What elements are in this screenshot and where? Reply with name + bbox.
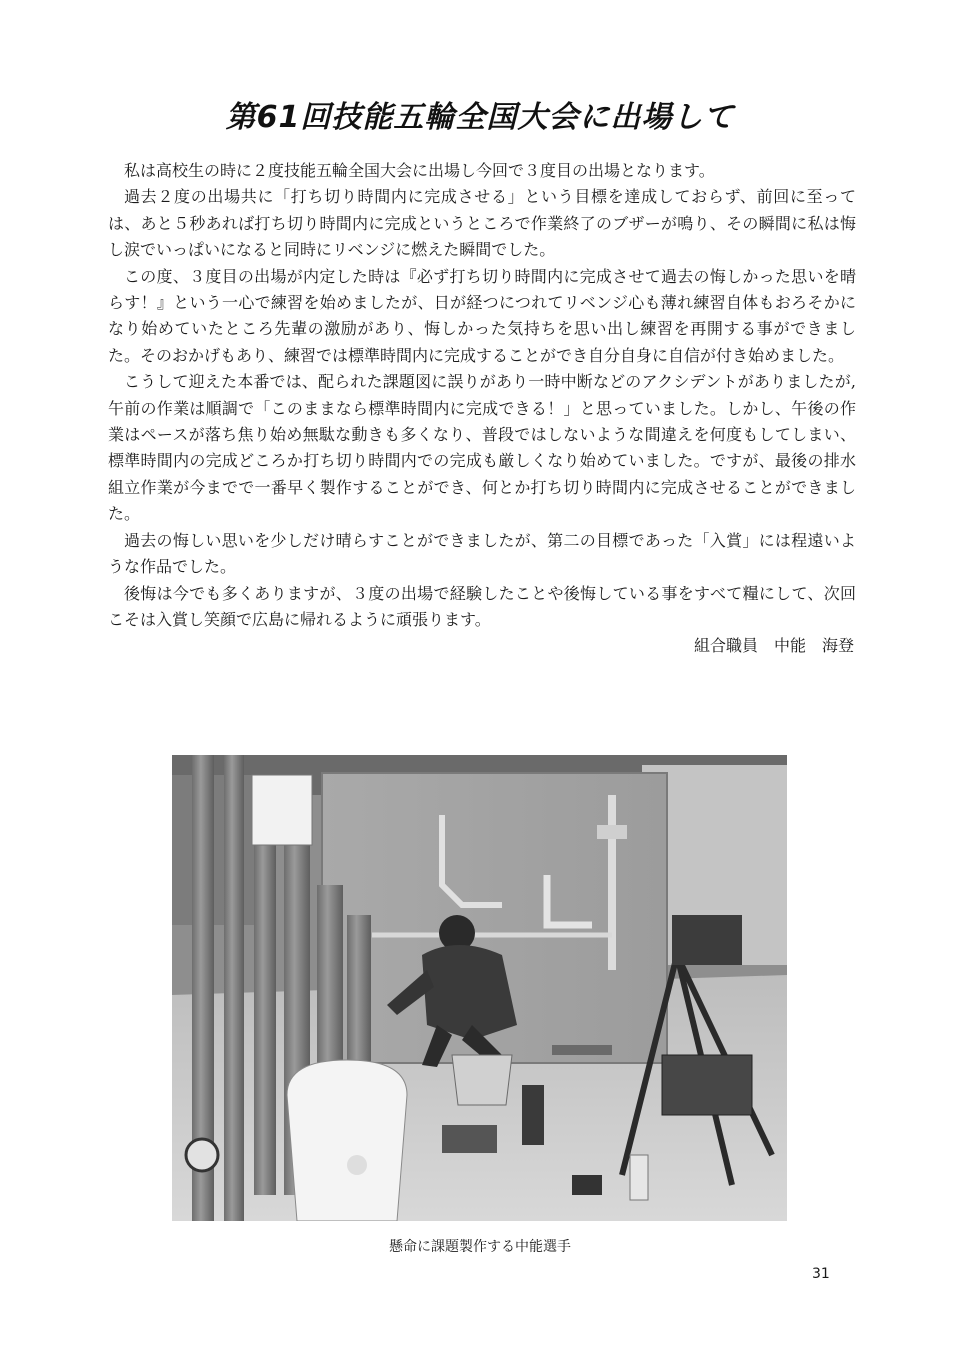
paragraph-2: 過去２度の出場共に「打ち切り時間内に完成させる」という目標を達成しておらず、前回に至っては、あと５秒あれば打ち切り時間内に完成というところで作業終了のブザーが鳴り、その瞬間に私は悔し涙でいっぱいになると同時にリベンジに燃えた瞬間でした。 — [108, 187, 856, 260]
competition-photo — [172, 755, 787, 1221]
page-number: 31 — [812, 1266, 830, 1282]
paragraph-5: 過去の悔しい思いを少しだけ晴らすことができましたが、第二の目標であった「入賞」には程遠いような作品でした。 — [108, 530, 856, 577]
paragraph-1: 私は高校生の時に２度技能五輪全国大会に出場し今回で３度目の出場となります。 — [124, 161, 715, 180]
paragraph-3: この度、３度目の出場が内定した時は『必ず打ち切り時間内に完成させて過去の悔しかった思いを晴らす！』という一心で練習を始めましたが、日が経つにつれてリベンジ心も薄れ練習自体もおろそかになり始めていたところ先輩の激励があり、悔しかった気持ちを思い出し練習を再開する事ができました。そのおかげもあり、練習では標準時間内に完成することができ自分自身に自信が付き始めました。 — [108, 266, 856, 365]
photo-caption: 懸命に課題製作する中能選手 — [389, 1239, 571, 1255]
paragraph-6: 後悔は今でも多くありますが、３度の出場で経験したことや後悔している事をすべて糧にして、次回こそは入賞し笑顔で広島に帰れるように頑張ります。 — [108, 583, 856, 629]
author-byline: 組合職員 中能 海登 — [693, 636, 854, 656]
paragraph-4: こうして迎えた本番では、配られた課題図に誤りがあり一時中断などのアクシデントがありましたが,午前の作業は順調で「このままなら標準時間内に完成できる！」と思っていました。しかし、午後の作業はペースが落ち焦り始め無駄な動きも多くなり、普段ではしないような間違えを何度もしてしまい、標準時間内の完成どころか打ち切り時間内での完成も厳しくなり始めていました。ですが、最後の排水組立作業が今までで一番早く製作することができ、何とか打ち切り時間内に完成させることができました。 — [108, 372, 856, 524]
article-body — [108, 158, 856, 660]
article-title: 第61回技能五輪全国大会に出場して — [225, 100, 735, 135]
